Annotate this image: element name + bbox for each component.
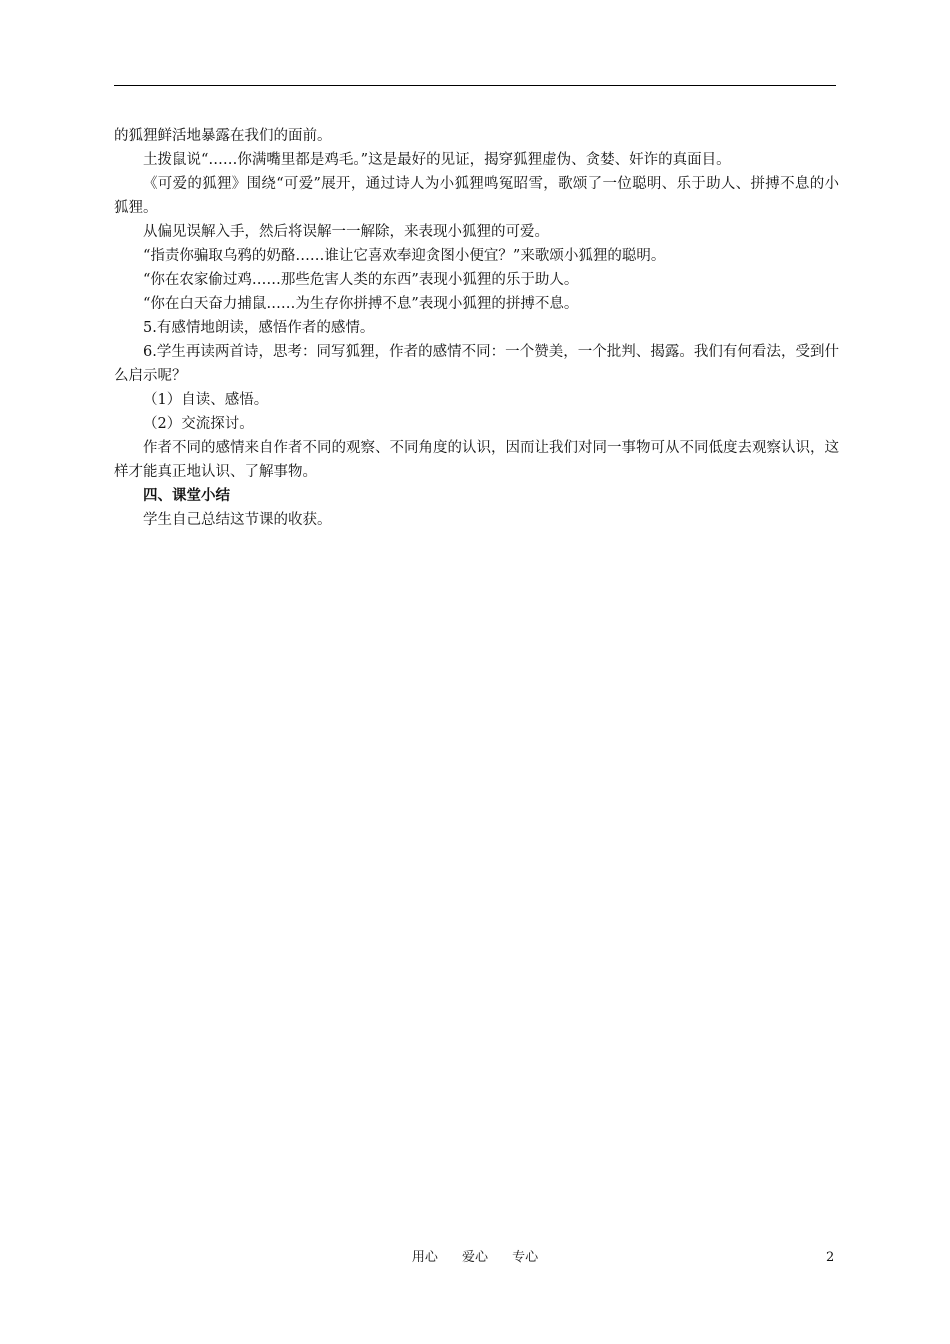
- quote-paragraph: “你在农家偷过鸡……那些危害人类的东西”表现小狐狸的乐于助人。: [143, 272, 579, 288]
- quote-paragraph: “指责你骗取乌鸦的奶酪……谁让它喜欢奉迎贪图小便宜？”来歌颂小狐狸的聪明。: [143, 248, 666, 264]
- paragraph: 作者不同的感情来自作者不同的观察、不同角度的认识，因而让我们对同一事物可从不同低度去观察认识，这样才能真正地认识、了解事物。: [114, 440, 839, 480]
- numbered-item: 5.有感情地朗读，感悟作者的感情。: [143, 320, 375, 336]
- page-number: 2: [826, 1250, 835, 1265]
- numbered-item: 6.学生再读两首诗，思考：同写狐狸，作者的感情不同：一个赞美，一个批判、揭露。我们有何看法，受到什么启示呢？: [114, 344, 839, 384]
- paragraph: 《可爱的狐狸》围绕“可爱”展开，通过诗人为小狐狸鸣冤昭雪，歌颂了一位聪明、乐于助人、拼搏不息的小狐狸。: [114, 176, 839, 216]
- header-rule: [114, 85, 836, 86]
- sub-item: （1）自读、感悟。: [143, 392, 269, 408]
- sub-item: （2）交流探讨。: [143, 416, 254, 432]
- footer-slogan: [0, 1249, 950, 1267]
- footer-slogan-word: 爱心: [461, 1250, 488, 1265]
- paragraph: 从偏见误解入手，然后将误解一一解除，来表现小狐狸的可爱。: [143, 224, 549, 240]
- quote-paragraph: “你在白天奋力捕鼠……为生存你拼搏不息”表现小狐狸的拼搏不息。: [143, 296, 579, 312]
- paragraph: 土拨鼠说“……你满嘴里都是鸡毛。”这是最好的见证，揭穿狐狸虚伪、贪婪、奸诈的真面目。: [143, 152, 731, 168]
- footer-slogan-word: 专心: [512, 1250, 539, 1265]
- paragraph: 学生自己总结这节课的收获。: [143, 512, 332, 528]
- footer-slogan-word: 用心: [411, 1250, 438, 1265]
- section-heading: 四、课堂小结: [143, 487, 230, 504]
- document-body: [114, 124, 839, 532]
- paragraph: 的狐狸鲜活地暴露在我们的面前。: [114, 128, 332, 144]
